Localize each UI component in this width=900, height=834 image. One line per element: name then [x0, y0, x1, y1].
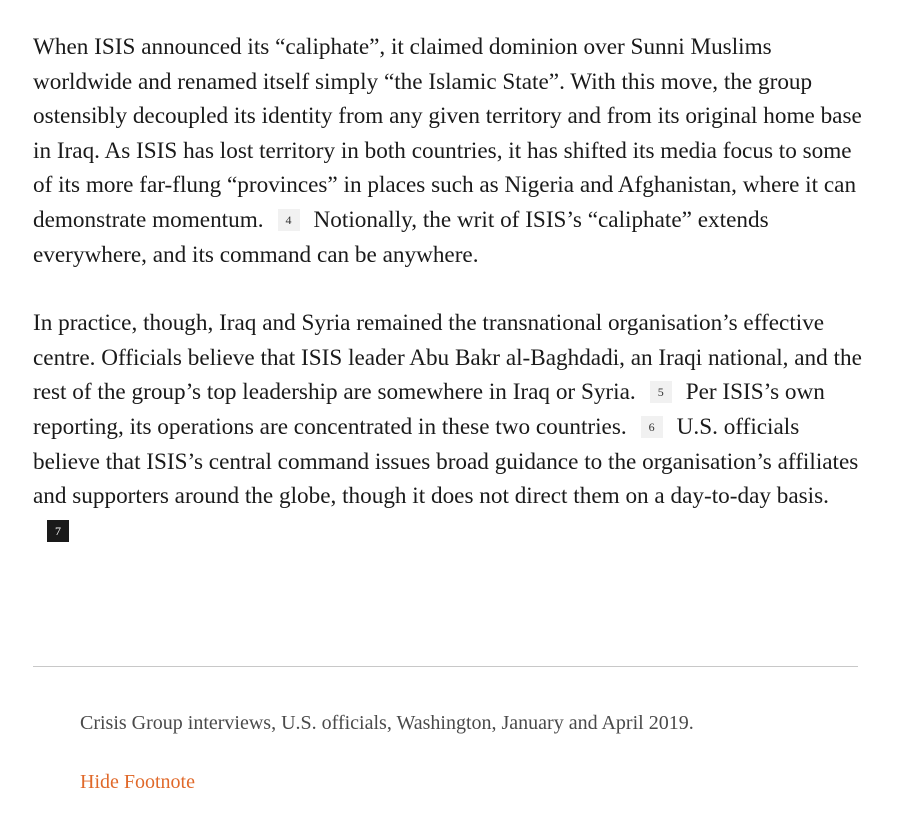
- footnote-marker-5[interactable]: 5: [650, 381, 672, 403]
- paragraph-1: [33, 30, 863, 272]
- paragraph-1-text-b: Notionally, the writ of ISIS’s “caliphate” extends everywhere, and its command can be anywhere.: [33, 206, 769, 268]
- footnote-text: Crisis Group interviews, U.S. officials, Washington, January and April 2019.: [80, 712, 694, 734]
- paragraph-2: [33, 306, 863, 548]
- footnote-marker-7-active[interactable]: 7: [47, 520, 69, 542]
- hide-footnote-link[interactable]: Hide Footnote: [80, 771, 195, 793]
- footnote-divider: [33, 666, 858, 667]
- paragraph-2-text-c: U.S. officials believe that ISIS’s central command issues broad guidance to the organisation’s affiliates and supporters around the globe, though it does not direct them on a day-to-day basis.: [33, 413, 859, 510]
- paragraph-2-text-a: In practice, though, Iraq and Syria remained the transnational organisation’s effective centre. Officials believe that ISIS leader Abu Bakr al-Baghdadi, an Iraqi national, and the rest of the group’s top leadership are somewhere in Iraq or Syria.: [33, 310, 862, 406]
- footnote-marker-6[interactable]: 6: [641, 416, 663, 438]
- paragraph-1-text-a: When ISIS announced its “caliphate”, it claimed dominion over Sunni Muslims worldwide and renamed itself simply “the Islamic State”. With this move, the group ostensibly decoupled its identity from any given territory and from its original home base in Iraq. As ISIS has lost territory in both countries, it has shifted its media focus to some of its more far-flung “provinces” in places such as Nigeria and Afghanistan, where it can demonstrate momentum.: [33, 34, 862, 233]
- footnote-marker-4[interactable]: 4: [278, 209, 300, 231]
- paragraph-2-text-b: Per ISIS’s own reporting, its operations are concentrated in these two countries.: [33, 379, 825, 440]
- article-body: [33, 30, 863, 548]
